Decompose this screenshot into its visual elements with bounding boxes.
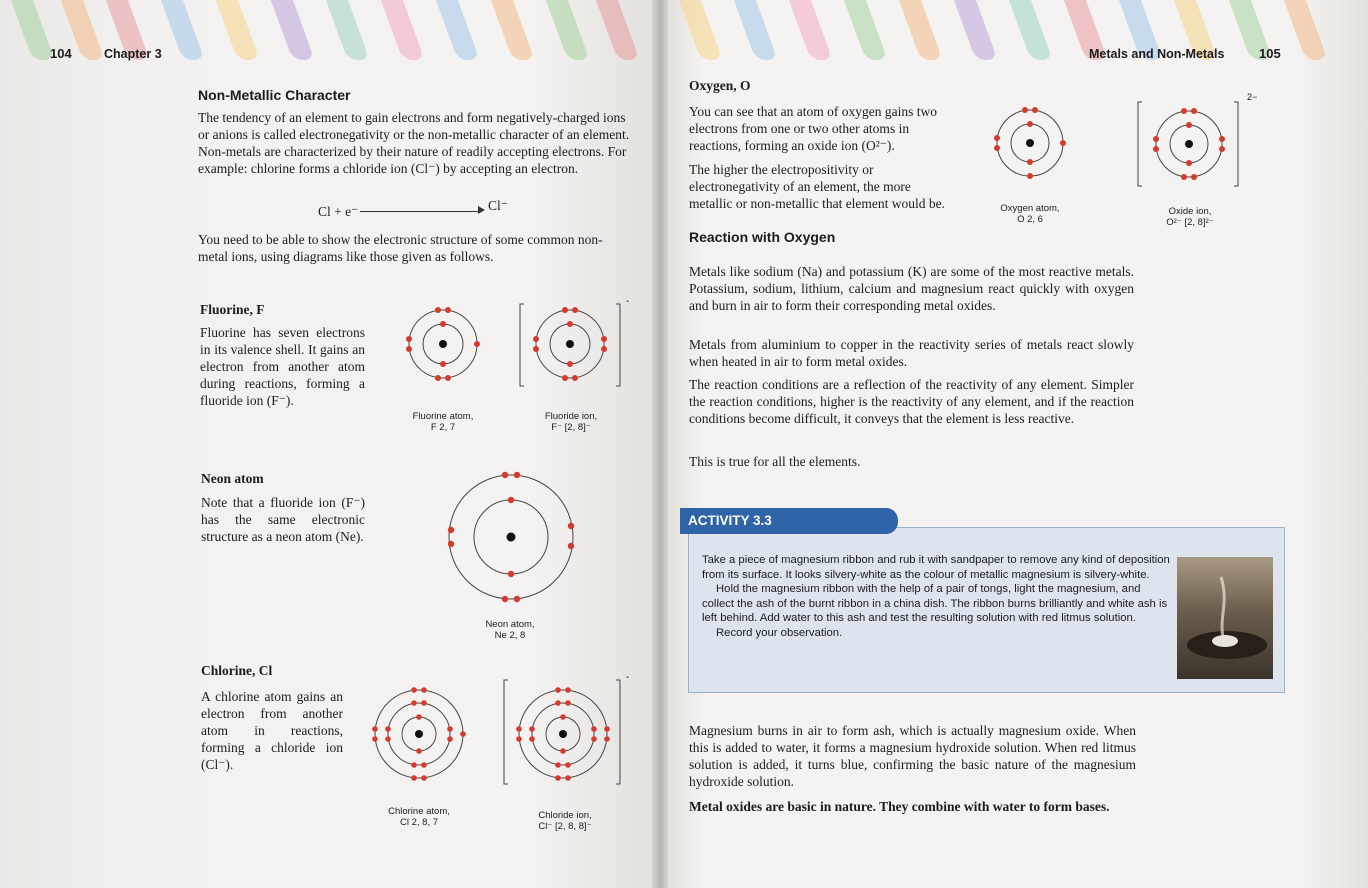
running-head: Metals and Non-Metals xyxy=(1089,47,1225,61)
oxygen-text-1: You can see that an atom of oxygen gains two electrons from one or two other atoms in reactions, forming an oxide ion (O²⁻). xyxy=(689,104,937,153)
reaction-heading: Reaction with Oxygen xyxy=(689,229,836,245)
electron xyxy=(502,472,508,478)
neon-atom-diagram xyxy=(443,466,579,608)
caption-line: F⁻ [2, 8]⁻ xyxy=(551,422,591,433)
caption-line: Chlorine atom, xyxy=(388,806,450,817)
electron xyxy=(601,336,607,342)
fluorine-text: Fluorine has seven electrons in its valence shell. It gains an electron from another atom during reactions, forming a fluoride ion (F⁻). xyxy=(200,325,365,408)
electron xyxy=(474,341,480,347)
electron xyxy=(604,736,610,742)
bracket-right xyxy=(616,680,620,784)
nucleus xyxy=(507,533,516,542)
electron xyxy=(1191,174,1197,180)
caption-line: Neon atom, xyxy=(485,619,535,630)
left-page-number: 104 xyxy=(50,46,72,61)
electron xyxy=(567,321,573,327)
electron xyxy=(508,571,514,577)
electron xyxy=(1153,146,1159,152)
electron xyxy=(372,736,378,742)
electron xyxy=(447,736,453,742)
electron xyxy=(555,775,561,781)
bracket-right xyxy=(1234,102,1238,186)
electron xyxy=(448,541,454,547)
bracket-left xyxy=(520,304,524,386)
intro-paragraph: The tendency of an element to gain electrons and form negatively-charged ions or anions is called electronegativity or the non-metallic character of an element. Non-metals are characterized by their nature of readily accepting electrons. For example: chlorine forms a chloride ion (Cl⁻) by accepting an electron. xyxy=(198,110,630,176)
reaction-paragraph-2: Metals from aluminium to copper in the reactivity series of metals react slowly when heated in air to form metal oxides. xyxy=(689,337,1134,369)
electron xyxy=(411,762,417,768)
electron xyxy=(1181,174,1187,180)
electron xyxy=(994,145,1000,151)
electron xyxy=(514,596,520,602)
oxygen-title: Oxygen, O xyxy=(689,78,751,93)
electron xyxy=(565,687,571,693)
caption-line: Chloride ion, xyxy=(538,810,592,821)
china-dish xyxy=(1212,635,1238,647)
electron xyxy=(568,543,574,549)
nucleus xyxy=(559,730,567,738)
electron xyxy=(1153,136,1159,142)
book-gutter xyxy=(652,0,668,888)
caption-line: Fluorine atom, xyxy=(412,411,474,422)
electron xyxy=(572,307,578,313)
electron xyxy=(567,361,573,367)
electron xyxy=(565,700,571,706)
electron xyxy=(1186,160,1192,166)
oxide-ion-caption xyxy=(1145,206,1235,228)
electron xyxy=(435,375,441,381)
bracket-left xyxy=(504,680,508,784)
electron xyxy=(406,336,412,342)
electron xyxy=(411,687,417,693)
decorative-header-stripes-left xyxy=(0,0,660,60)
electron xyxy=(1219,146,1225,152)
chlorine-title: Chlorine, Cl xyxy=(201,663,273,678)
electron xyxy=(516,726,522,732)
structure-paragraph: You need to be able to show the electronic structure of some common non-metal ions, using diagrams like those given as follows. xyxy=(198,232,603,264)
section-heading: Non-Metallic Character xyxy=(198,87,351,103)
electron xyxy=(604,726,610,732)
electron xyxy=(591,736,597,742)
electron xyxy=(568,523,574,529)
electron xyxy=(562,307,568,313)
fluoride-ion-diagram xyxy=(518,296,628,392)
arrow-head-icon xyxy=(478,206,485,214)
electron xyxy=(572,375,578,381)
electron xyxy=(555,762,561,768)
electron xyxy=(555,687,561,693)
china-dish-illustration xyxy=(1177,557,1273,679)
electron xyxy=(1027,159,1033,165)
neon-caption xyxy=(465,619,555,641)
nucleus xyxy=(566,340,574,348)
electron xyxy=(1022,107,1028,113)
fluorine-atom-diagram xyxy=(398,296,488,392)
nucleus xyxy=(439,340,447,348)
caption-line: Oxide ion, xyxy=(1168,206,1212,217)
electron xyxy=(1181,108,1187,114)
electron xyxy=(1191,108,1197,114)
electron xyxy=(447,726,453,732)
electron xyxy=(533,346,539,352)
oxygen-atom-diagram xyxy=(988,98,1072,188)
equation-product: Cl⁻ xyxy=(488,198,508,213)
electron xyxy=(502,596,508,602)
electron xyxy=(440,321,446,327)
caption-line: Oxygen atom, xyxy=(1000,203,1060,214)
activity-paragraph-3: Record your observation. xyxy=(716,626,843,639)
oxygen-atom-caption xyxy=(985,203,1075,225)
electron xyxy=(372,726,378,732)
oxide-ion-diagram xyxy=(1136,98,1242,190)
electron xyxy=(421,687,427,693)
electron xyxy=(1027,121,1033,127)
caption-line: F 2, 7 xyxy=(430,422,456,433)
electron xyxy=(560,748,566,754)
oxide-charge: 2− xyxy=(1247,92,1258,102)
activity-paragraph-1: Take a piece of magnesium ribbon and rub it with sandpaper to remove any kind of deposition from its surface. It looks silvery-white as the colour of metallic magnesium is silvery-white. xyxy=(702,554,1170,581)
chloride-ion-caption xyxy=(520,810,610,832)
electron xyxy=(416,714,422,720)
electron xyxy=(411,700,417,706)
equation-arrow xyxy=(360,211,482,212)
smoke-trail xyxy=(1221,577,1224,637)
electron xyxy=(529,726,535,732)
neon-text: Note that a fluoride ion (F⁻) has the same electronic structure as a neon atom (Ne). xyxy=(201,495,365,544)
electron xyxy=(508,497,514,503)
electron xyxy=(601,346,607,352)
electron xyxy=(533,336,539,342)
conclusion-statement: Metal oxides are basic in nature. They combine with water to form bases. xyxy=(689,799,1110,814)
electron xyxy=(591,726,597,732)
magnesium-burning-photo xyxy=(1177,557,1273,679)
chloride-charge: - xyxy=(626,672,630,683)
electron xyxy=(435,307,441,313)
electron xyxy=(445,307,451,313)
electron xyxy=(411,775,417,781)
electron xyxy=(385,726,391,732)
electron xyxy=(406,346,412,352)
electron xyxy=(440,361,446,367)
electron xyxy=(555,700,561,706)
electron xyxy=(421,775,427,781)
reaction-paragraph-1: Metals like sodium (Na) and potassium (K) are some of the most reactive metals. Potassium, sodium, lithium, calcium and magnesium react quickly with oxygen and burn in air to form their corresponding metal oxides. xyxy=(689,264,1134,313)
electron xyxy=(514,472,520,478)
fluorine-title: Fluorine, F xyxy=(200,302,265,317)
electron xyxy=(565,775,571,781)
caption-line: Ne 2, 8 xyxy=(494,630,526,641)
chloride-ion-diagram xyxy=(502,676,624,788)
chlorine-text: A chlorine atom gains an electron from another atom in reactions, forming a chloride ion (Cl⁻). xyxy=(201,689,343,772)
neon-title: Neon atom xyxy=(201,471,264,486)
fluorine-atom-caption xyxy=(398,411,488,433)
nucleus xyxy=(1185,140,1193,148)
magnesium-paragraph: Magnesium burns in air to form ash, which is actually magnesium oxide. When this is added to water, it forms a magnesium hydroxide solution. When red litmus solution is added, it turns blue, confirming the basic nature of the magnesium hydroxide solution. xyxy=(689,723,1136,789)
electron xyxy=(1027,173,1033,179)
electron xyxy=(516,736,522,742)
electron xyxy=(562,375,568,381)
caption-line: O 2, 6 xyxy=(1017,214,1043,225)
chlorine-atom-diagram xyxy=(368,680,470,788)
activity-label: ACTIVITY 3.3 xyxy=(680,508,898,534)
electron xyxy=(421,700,427,706)
bracket-left xyxy=(1138,102,1142,186)
activity-text xyxy=(702,553,1172,640)
oxygen-text-2: The higher the electropositivity or electronegativity of an element, the more metallic or non-metallic that element would be. xyxy=(689,162,946,211)
electron xyxy=(560,714,566,720)
electron xyxy=(448,527,454,533)
electron xyxy=(1186,122,1192,128)
electron xyxy=(1060,140,1066,146)
electron xyxy=(565,762,571,768)
electron xyxy=(416,748,422,754)
caption-line: O²⁻ [2, 8]²⁻ xyxy=(1166,217,1214,228)
reaction-paragraph-4: This is true for all the elements. xyxy=(689,454,861,469)
electron xyxy=(1219,136,1225,142)
electron xyxy=(421,762,427,768)
nucleus xyxy=(415,730,423,738)
electron xyxy=(994,135,1000,141)
caption-line: Cl⁻ [2, 8, 8]⁻ xyxy=(538,821,592,832)
right-page-number: 105 xyxy=(1259,46,1281,61)
chlorine-atom-caption xyxy=(373,806,465,828)
caption-line: Fluoride ion, xyxy=(544,411,598,422)
nucleus xyxy=(1026,139,1034,147)
fluoride-ion-caption xyxy=(526,411,616,433)
electron xyxy=(460,731,466,737)
bracket-right xyxy=(616,304,620,386)
electron xyxy=(445,375,451,381)
electron xyxy=(385,736,391,742)
caption-line: Cl 2, 8, 7 xyxy=(399,817,439,828)
chapter-label: Chapter 3 xyxy=(104,47,162,61)
reaction-paragraph-3: The reaction conditions are a reflection of the reactivity of any element. Simpler the reaction conditions, higher is the reactivity of any element, and if the reaction conditions become difficult, it conveys that the element is less reactive. xyxy=(689,377,1134,426)
fluoride-charge: - xyxy=(626,296,630,307)
electron xyxy=(529,736,535,742)
equation-reactants: Cl + e⁻ xyxy=(318,204,359,219)
activity-paragraph-2: Hold the magnesium ribbon with the help of a pair of tongs, light the magnesium, and collect the ash of the burnt ribbon in a china dish. The ribbon burns brilliantly and white ash is left behind. Add water to this ash and test the resulting solution with red litmus solution. xyxy=(702,583,1168,624)
electron xyxy=(1032,107,1038,113)
